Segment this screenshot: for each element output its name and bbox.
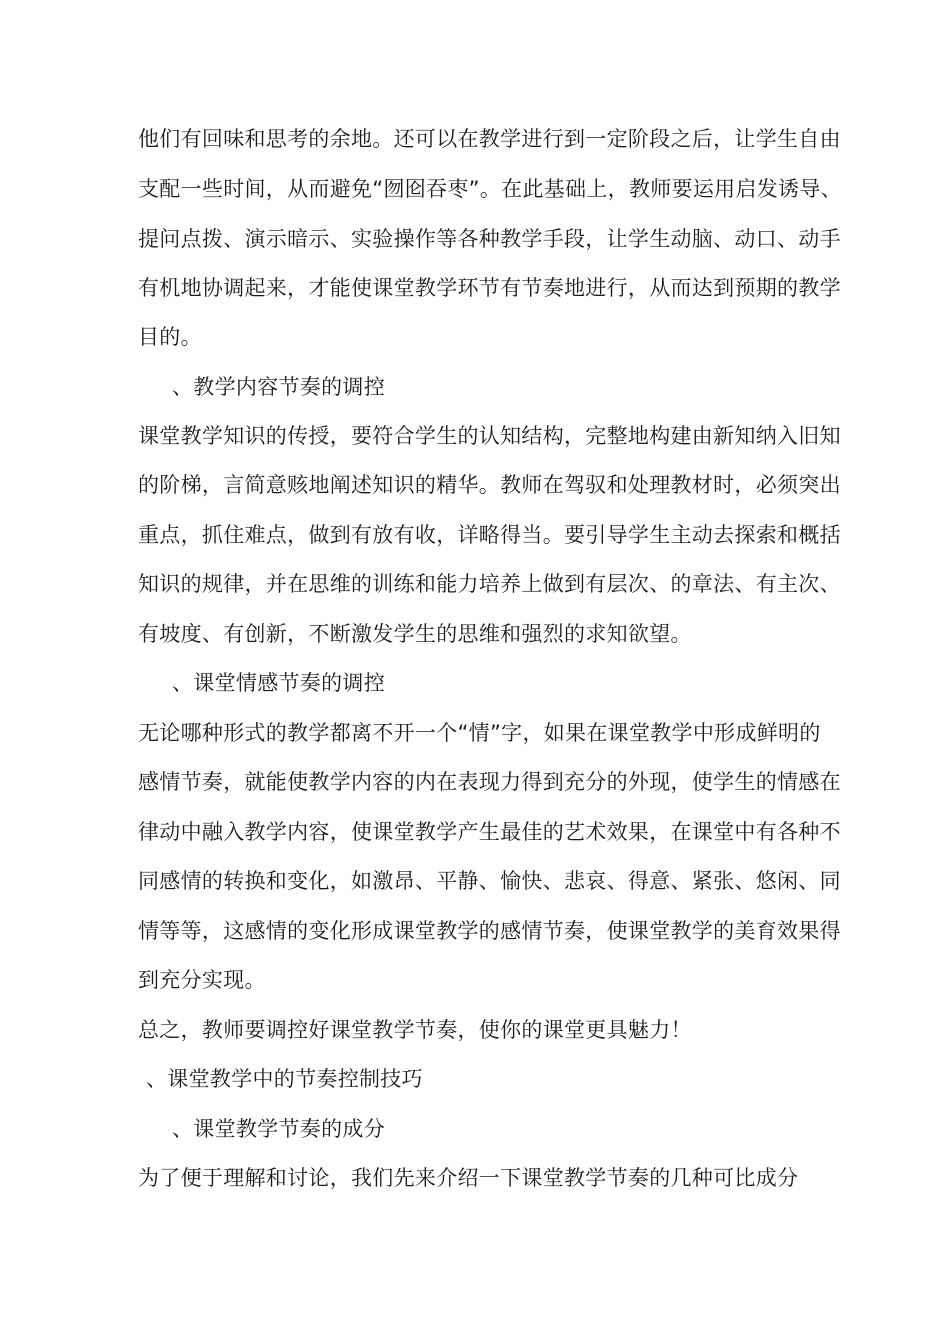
section-heading: 、课堂教学节奏的成分	[172, 1117, 385, 1141]
paragraph-line: 提问点拨、演示暗示、实验操作等各种教学手段，让学生动脑、动口、动手	[138, 227, 841, 251]
paragraph-line: 知识的规律，并在思维的训练和能力培养上做到有层次、的章法、有主次、	[138, 572, 841, 596]
paragraph-line: 课堂教学知识的传授，要符合学生的认知结构，完整地构建由新知纳入旧知	[138, 424, 841, 448]
paragraph-line: 有坡度、有创新，不断激发学生的思维和强烈的求知欲望。	[138, 622, 692, 646]
paragraph-line: 律动中融入教学内容，使课堂教学产生最佳的艺术效果，在课堂中有各种不	[138, 820, 841, 844]
paragraph-line: 无论哪种形式的教学都离不开一个“情”字，如果在课堂教学中形成鲜明的	[138, 721, 821, 745]
paragraph-line: 总之，教师要调控好课堂教学节奏，使你的课堂更具魅力！	[138, 1018, 692, 1042]
section-heading: 、教学内容节奏的调控	[172, 375, 385, 399]
paragraph-line: 支配一些时间，从而避免“囫囵吞枣”。在此基础上，教师要运用启发诱导、	[138, 177, 842, 201]
paragraph-line: 情等等，这感情的变化形成课堂教学的感情节奏，使课堂教学的美育效果得	[138, 919, 841, 943]
paragraph-line: 的阶梯，言简意赅地阐述知识的精华。教师在驾驭和处理教材时，必须突出	[138, 473, 841, 497]
paragraph-line: 有机地协调起来，才能使课堂教学环节有节奏地进行，从而达到预期的教学	[138, 276, 841, 300]
paragraph-line: 感情节奏，就能使教学内容的内在表现力得到充分的外现，使学生的情感在	[138, 770, 841, 794]
section-heading: 、课堂情感节奏的调控	[172, 671, 385, 695]
paragraph-line: 同感情的转换和变化，如激昂、平静、愉快、悲哀、得意、紧张、悠闲、同	[138, 869, 841, 893]
paragraph-line: 他们有回味和思考的余地。还可以在教学进行到一定阶段之后，让学生自由	[138, 127, 841, 151]
paragraph-line: 目的。	[138, 325, 202, 349]
paragraph-line: 为了便于理解和讨论，我们先来介绍一下课堂教学节奏的几种可比成分	[138, 1166, 799, 1190]
section-heading: 、课堂教学中的节奏控制技巧	[146, 1067, 423, 1091]
paragraph-line: 到充分实现。	[138, 968, 266, 992]
paragraph-line: 重点，抓住难点，做到有放有收，详略得当。要引导学生主动去探索和概括	[138, 523, 841, 547]
